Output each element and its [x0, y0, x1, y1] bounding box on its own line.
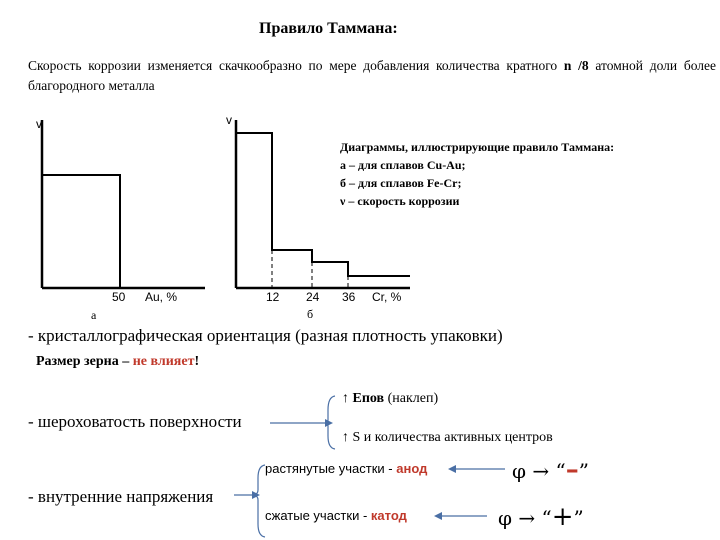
item-e-pov	[342, 391, 438, 407]
item-stretched	[265, 461, 427, 476]
item-internal-stress: - внутренние напряжения	[28, 487, 214, 506]
grain-prefix: Размер зерна –	[36, 354, 133, 369]
compressed-label: сжатые участки -	[265, 508, 371, 523]
brace-stress	[252, 465, 265, 537]
diagram-b-tick-36: 36	[342, 290, 356, 304]
item-grain-size	[36, 354, 199, 370]
page-title: Правило Таммана:	[259, 20, 398, 37]
intro-text: Скорость коррозии изменяется скачкообразно по мере добавления количества кратного	[28, 58, 558, 73]
legend-line-2: а – для сплавов Cu-Au;	[340, 158, 466, 172]
legend-line-4: ν – скорость коррозии	[340, 194, 460, 208]
phi-minus-suffix: ”	[578, 459, 589, 483]
diagram-b-tick-12: 12	[266, 290, 280, 304]
diagram-a-y-label: v	[36, 117, 42, 131]
anode-label: анод	[396, 461, 428, 476]
phi-plus-prefix: φ → “	[498, 506, 552, 530]
s-text: S и количества активных центров	[352, 430, 553, 445]
intro-text-2: атомной доли более благородного металла	[28, 58, 717, 93]
diagram-b-x-label: Cr, %	[372, 290, 402, 304]
stretched-label: растянутые участки -	[265, 461, 397, 476]
grain-red: не влияет	[132, 354, 195, 369]
item-crystal-orientation: - кристаллографическая ориентация (разная плотность упаковки)	[28, 326, 503, 345]
phi-minus	[512, 455, 589, 485]
diagram-b-tick-24: 24	[306, 290, 320, 304]
phi-plus-suffix: ”	[573, 506, 584, 530]
legend-line-3: б – для сплавов Fe-Cr;	[340, 176, 462, 190]
phi-plus	[498, 502, 584, 532]
legend-line-1: Диаграммы, иллюстрирующие правило Таммана:	[340, 140, 615, 154]
diagram-a	[36, 117, 205, 322]
item-compressed	[265, 508, 407, 523]
cathode-label: катод	[370, 508, 407, 523]
item-s-active	[342, 430, 553, 446]
e-pov-note: (наклеп)	[387, 391, 439, 406]
diagram-a-caption: а	[91, 308, 97, 322]
diagram-legend	[340, 138, 614, 210]
intro-fraction: n /8	[563, 58, 589, 73]
phi-plus-sign: +	[551, 502, 574, 532]
e-pov-up-arrow: ↑	[342, 391, 349, 406]
diagram-b-caption: б	[307, 307, 314, 321]
s-up-arrow: ↑	[342, 430, 349, 445]
item-roughness: - шероховатость поверхности	[28, 412, 242, 431]
grain-suffix: !	[194, 354, 200, 369]
phi-minus-sign: –	[565, 455, 579, 485]
diagram-a-step	[42, 175, 120, 288]
diagram-a-tick-50: 50	[112, 290, 126, 304]
e-pov-symbol: Eпов	[352, 391, 385, 406]
diagram-a-x-label: Au, %	[145, 290, 178, 304]
phi-minus-prefix: φ → “	[512, 459, 566, 483]
diagram-b-y-label: v	[226, 113, 232, 127]
